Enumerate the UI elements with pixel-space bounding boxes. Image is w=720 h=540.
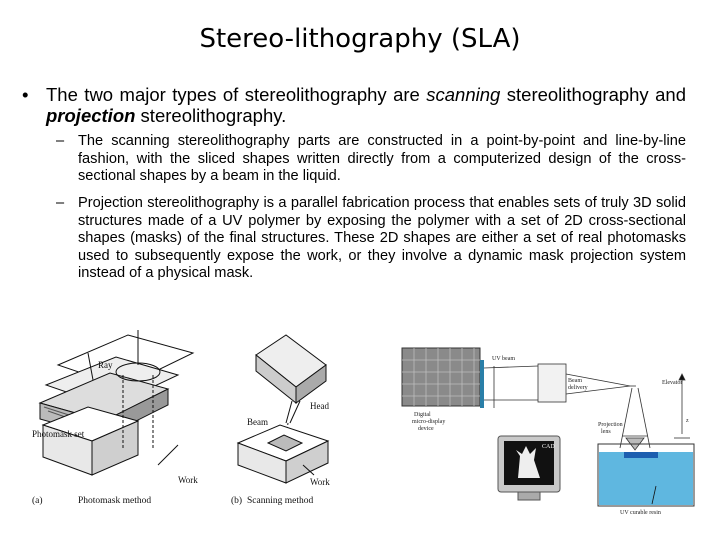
label-elevator: Elevator bbox=[662, 380, 683, 386]
label-projection-lens-2: lens bbox=[601, 429, 611, 435]
caption-b-text: Scanning method bbox=[247, 496, 314, 506]
bullet-text-3: stereolithography. bbox=[135, 105, 287, 126]
label-head: Head bbox=[310, 401, 329, 411]
bullet-text-2: stereolithography and bbox=[500, 84, 686, 105]
label-work-a: Work bbox=[178, 475, 198, 485]
main-bullet-text bbox=[46, 84, 686, 126]
sub-bullet-text: The scanning stereolithography parts are constructed in a point-by-point and line-by-line fashion, with the sliced shapes written directly from a computerized design of the cross-sectional shapes by a beam in the liquid. bbox=[78, 133, 686, 185]
slide-title: Stereo-lithography (SLA) bbox=[199, 24, 521, 54]
label-cad: CAD bbox=[542, 444, 555, 450]
sub-bullet-text: Projection stereolithography is a parallel fabrication process that enables sets of truly 3D solid structures made of a UV polymer by exposing the polymer with a set of 2D cross-sectional shapes (masks) of the final structures. These 2D shapes are either a set of real photomasks used to subsequently expose the work, or they involve a dynamic mask projection system instead of a physical mask. bbox=[78, 195, 686, 282]
label-dmd-2: micro-display bbox=[412, 419, 446, 425]
sub-bullet-scanning bbox=[56, 133, 686, 186]
caption-a-letter: (a) bbox=[32, 496, 43, 506]
caption-a-text: Photomask method bbox=[78, 496, 152, 506]
label-uv-beam: UV beam bbox=[492, 356, 516, 362]
bullet-emphasis-projection: projection bbox=[46, 105, 136, 126]
dmd-chip bbox=[480, 360, 484, 408]
label-z: z bbox=[686, 418, 689, 424]
bullet-text-1: The two major types of stereolithography are bbox=[46, 84, 427, 105]
sub-bullet-projection bbox=[56, 195, 686, 283]
label-beam-delivery-1: Beam bbox=[568, 378, 582, 384]
label-dmd-1: Digital bbox=[414, 412, 431, 418]
sub-bullet-marker: – bbox=[56, 195, 65, 211]
label-projection-lens-1: Projection bbox=[598, 422, 623, 428]
main-bullet bbox=[22, 84, 686, 126]
label-dmd-3: device bbox=[418, 426, 434, 432]
resin-tank bbox=[598, 444, 694, 506]
label-beam-delivery-2: delivery bbox=[568, 385, 588, 391]
figure-photomask-scanning bbox=[28, 325, 358, 515]
bullet-emphasis-scanning: scanning bbox=[426, 84, 501, 105]
bullet-marker: • bbox=[22, 84, 29, 105]
label-ray: Ray bbox=[98, 360, 113, 370]
label-work-b: Work bbox=[310, 477, 330, 487]
dmd-grid bbox=[402, 348, 480, 406]
figure-projection-sla bbox=[398, 338, 698, 518]
label-photomask-set: Photomask set bbox=[32, 429, 85, 439]
sub-bullet-marker: – bbox=[56, 133, 65, 149]
caption-b-letter: (b) bbox=[231, 496, 243, 506]
label-uv-resin: UV curable resin bbox=[620, 510, 661, 516]
photomask-diagram bbox=[40, 330, 193, 475]
label-beam: Beam bbox=[247, 417, 268, 427]
